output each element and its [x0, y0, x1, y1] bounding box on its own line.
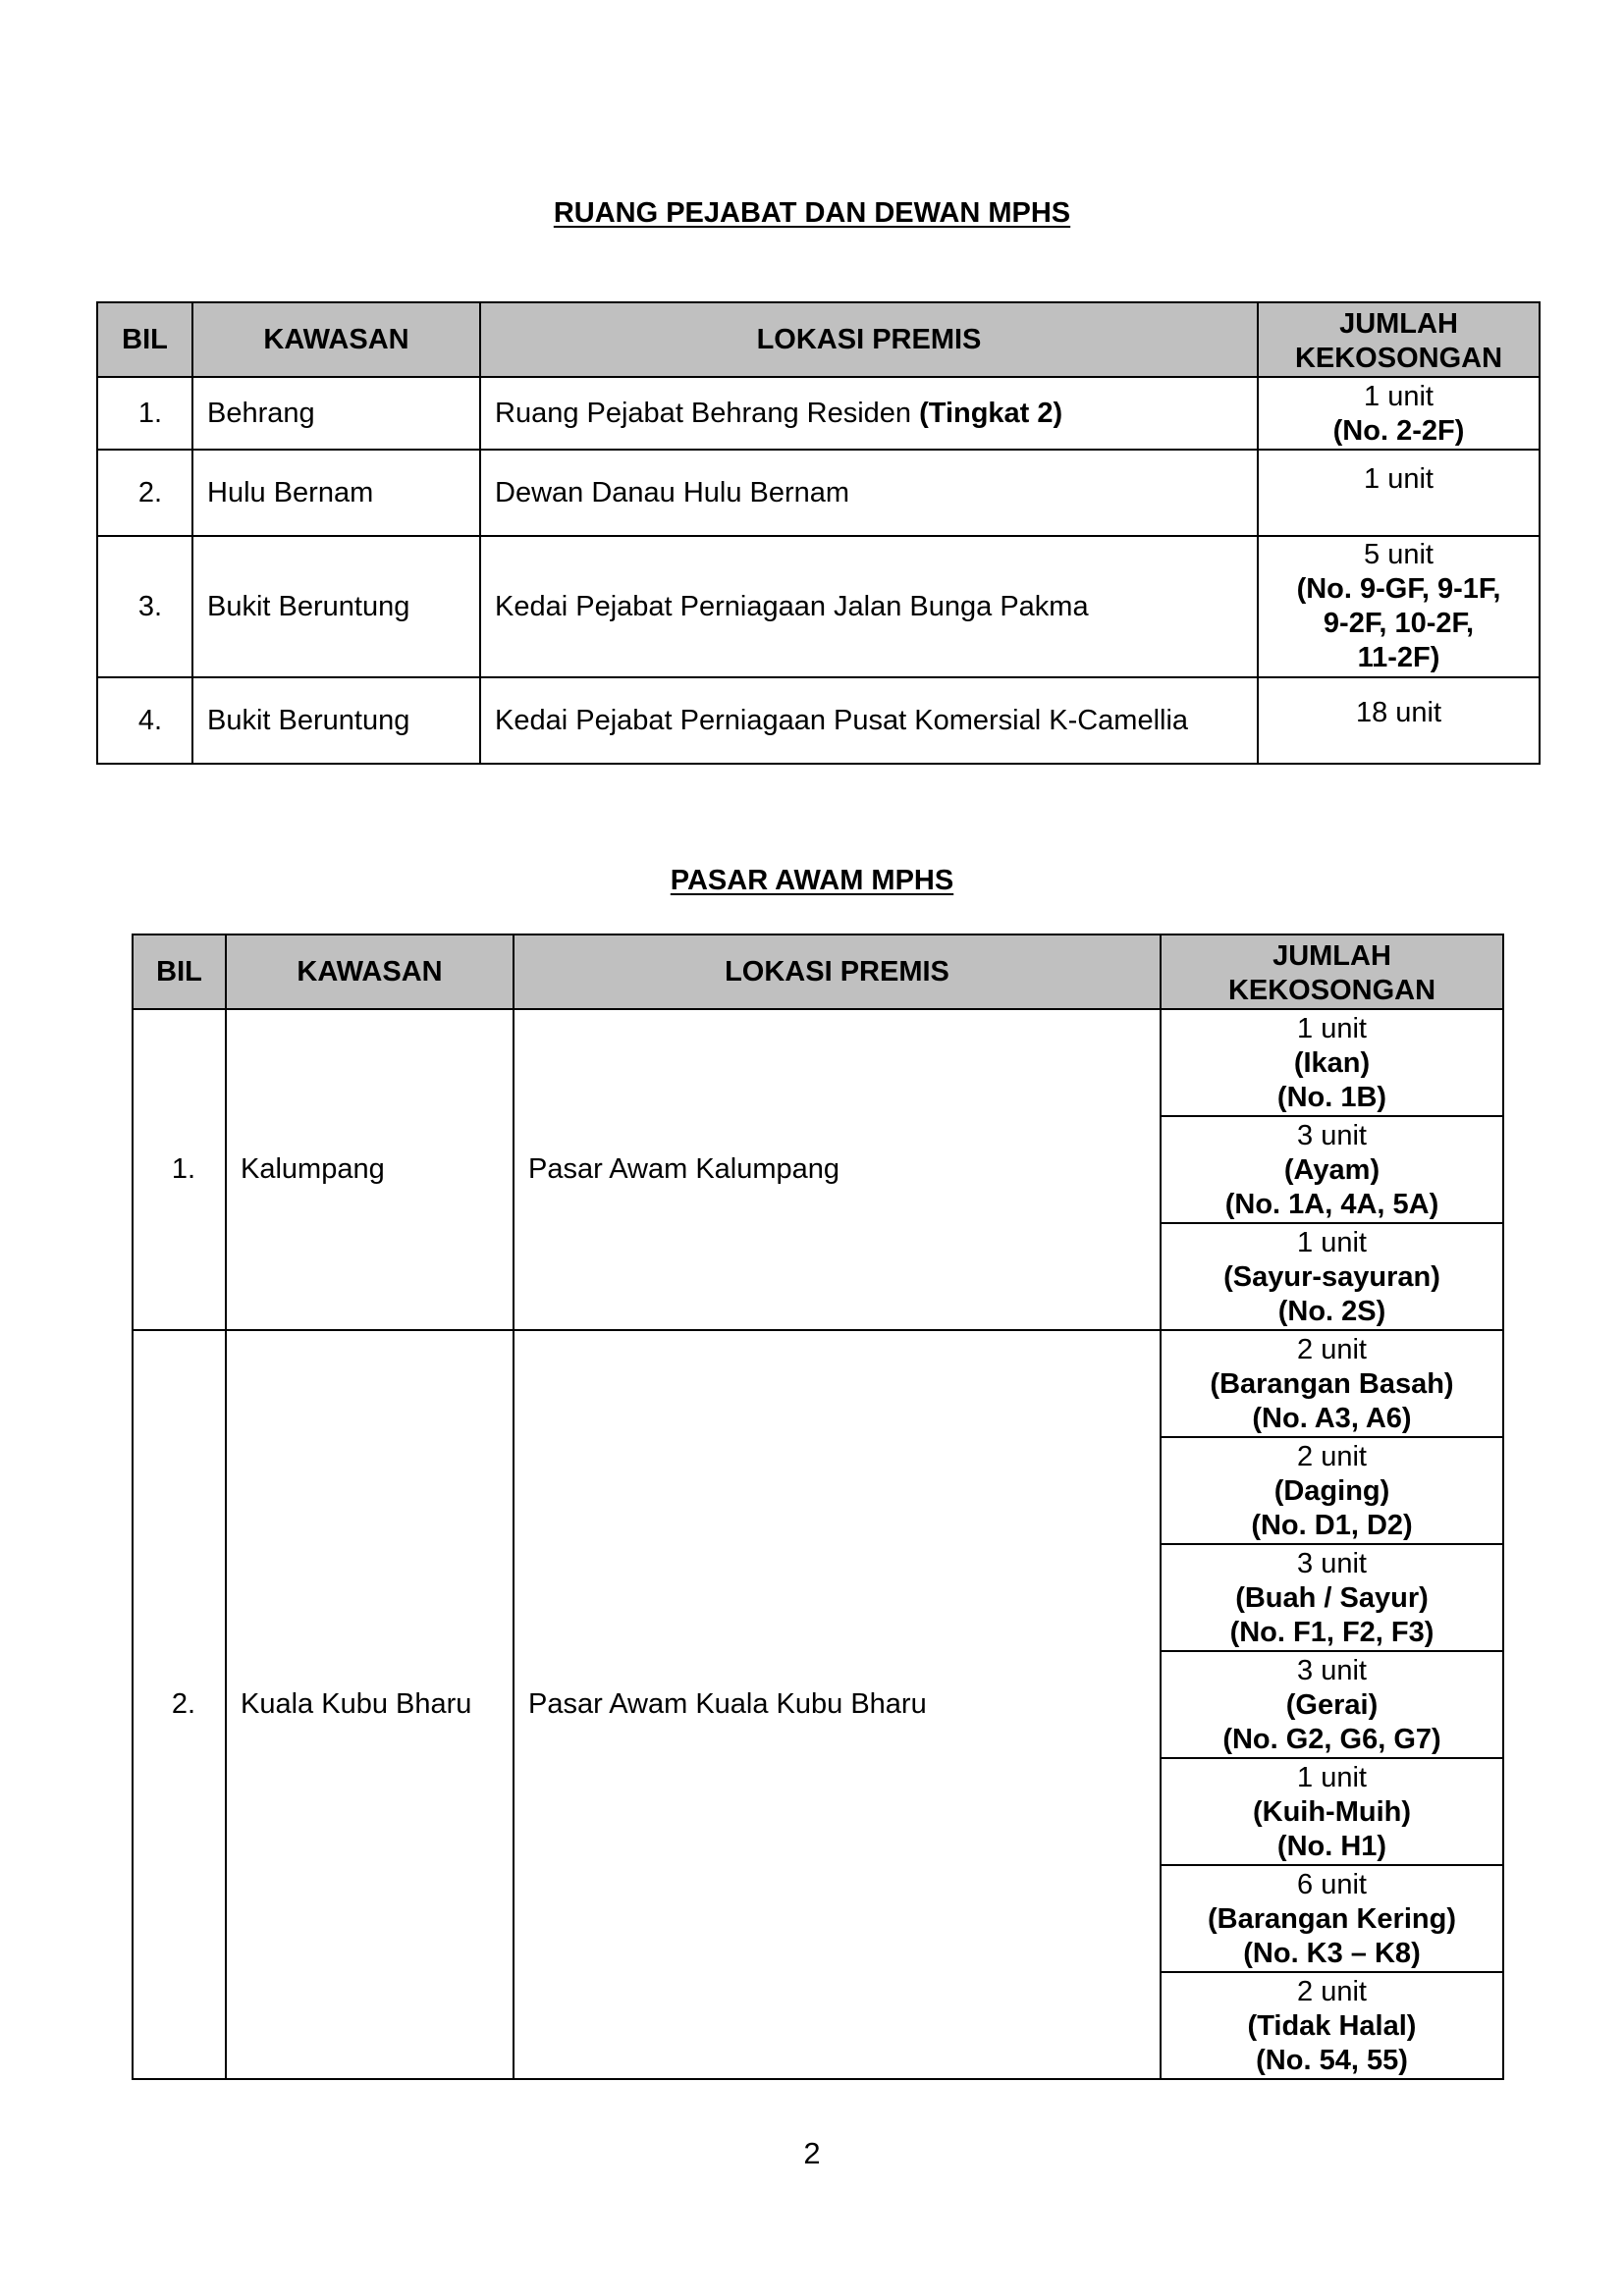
- stall-numbers: (No. 1B): [1276, 1082, 1387, 1113]
- row-jumlah: [1258, 377, 1540, 450]
- col-header-jumlah-line2: KEKOSONGAN: [1227, 975, 1436, 1006]
- row-kawasan: Kuala Kubu Bharu: [226, 1330, 514, 2079]
- stall-unit: 2 unit: [1297, 1976, 1367, 2007]
- stall-numbers: (No. A3, A6): [1252, 1403, 1412, 1434]
- row-unit-count: 18 unit: [1355, 697, 1442, 728]
- stall-cell: [1161, 1009, 1503, 1116]
- stall-type: (Ikan): [1293, 1047, 1371, 1079]
- row-lokasi: Kedai Pejabat Perniagaan Jalan Bunga Pakma: [480, 536, 1258, 677]
- row-bil: 3.: [97, 536, 192, 677]
- col-header-bil: BIL: [133, 934, 226, 1009]
- section2-title: PASAR AWAM MPHS: [670, 865, 954, 896]
- col-header-lokasi: LOKASI PREMIS: [514, 934, 1161, 1009]
- col-header-jumlah-line1: JUMLAH: [1272, 940, 1391, 972]
- col-header-jumlah: [1161, 934, 1503, 1009]
- row-lokasi: [480, 377, 1258, 450]
- col-header-lokasi: LOKASI PREMIS: [480, 302, 1258, 377]
- row-unit-count: 1 unit: [1364, 463, 1434, 495]
- stall-type: (Ayam): [1283, 1154, 1380, 1186]
- col-header-jumlah: [1258, 302, 1540, 377]
- stall-cell: [1161, 1223, 1503, 1330]
- section1-title: RUANG PEJABAT DAN DEWAN MPHS: [553, 197, 1071, 229]
- stall-cell: [1161, 1437, 1503, 1544]
- col-header-jumlah-line1: JUMLAH: [1339, 308, 1458, 340]
- stall-numbers: (No. G2, G6, G7): [1222, 1724, 1441, 1755]
- row-jumlah: [1258, 677, 1540, 764]
- row-kawasan: Behrang: [192, 377, 480, 450]
- stall-cell: [1161, 1865, 1503, 1972]
- stall-cell: [1161, 1330, 1503, 1437]
- row-unit-count: 5 unit: [1364, 539, 1434, 570]
- stall-type: (Kuih-Muih): [1252, 1796, 1412, 1828]
- stall-numbers: (No. K3 – K8): [1243, 1938, 1421, 1969]
- table-row: [133, 1330, 1503, 1437]
- stall-unit: 3 unit: [1297, 1548, 1367, 1579]
- stall-type: (Barangan Basah): [1210, 1368, 1454, 1400]
- table-row: [97, 536, 1540, 677]
- stall-cell: [1161, 1651, 1503, 1758]
- col-header-jumlah-line2: KEKOSONGAN: [1294, 343, 1503, 374]
- col-header-kawasan: KAWASAN: [192, 302, 480, 377]
- row-bil: 1.: [97, 377, 192, 450]
- stall-type: (Buah / Sayur): [1235, 1582, 1429, 1614]
- row-unit-detail: 9-2F, 10-2F,: [1323, 608, 1475, 639]
- stall-cell: [1161, 1972, 1503, 2079]
- row-unit-detail: (No. 2-2F): [1332, 415, 1465, 447]
- stall-unit: 1 unit: [1297, 1013, 1367, 1044]
- public-market-table: [132, 934, 1504, 2080]
- stall-unit: 6 unit: [1297, 1869, 1367, 1900]
- col-header-kawasan: KAWASAN: [226, 934, 514, 1009]
- office-hall-table: [96, 301, 1541, 765]
- stall-type: (Daging): [1273, 1475, 1390, 1507]
- table-header-row: [97, 302, 1540, 377]
- stall-numbers: (No. H1): [1276, 1831, 1387, 1862]
- stall-type: (Sayur-sayuran): [1223, 1261, 1440, 1293]
- table-row: [97, 677, 1540, 764]
- row-bil: 2.: [97, 450, 192, 536]
- stall-cell: [1161, 1544, 1503, 1651]
- row-unit-detail: 11-2F): [1357, 642, 1440, 673]
- row-lokasi: Pasar Awam Kalumpang: [514, 1009, 1161, 1330]
- table-row: [97, 377, 1540, 450]
- table-header-row: [133, 934, 1503, 1009]
- stall-type: (Barangan Kering): [1208, 1903, 1456, 1935]
- row-lokasi: Pasar Awam Kuala Kubu Bharu: [514, 1330, 1161, 2079]
- row-jumlah: [1258, 536, 1540, 677]
- row-bil: 1.: [133, 1009, 226, 1330]
- row-unit-detail: (No. 9-GF, 9-1F,: [1296, 573, 1501, 605]
- stall-unit: 3 unit: [1297, 1120, 1367, 1151]
- stall-cell: [1161, 1116, 1503, 1223]
- table-row: [133, 1009, 1503, 1116]
- row-bil: 2.: [133, 1330, 226, 2079]
- row-kawasan: Bukit Beruntung: [192, 677, 480, 764]
- row-lokasi-floor: (Tingkat 2): [919, 397, 1063, 429]
- row-lokasi: Dewan Danau Hulu Bernam: [480, 450, 1258, 536]
- row-lokasi: Kedai Pejabat Perniagaan Pusat Komersial K-Camellia: [480, 677, 1258, 764]
- stall-numbers: (No. 2S): [1277, 1296, 1386, 1327]
- stall-numbers: (No. 1A, 4A, 5A): [1224, 1189, 1439, 1220]
- row-lokasi-text: Ruang Pejabat Behrang Residen: [495, 397, 912, 429]
- stall-numbers: (No. 54, 55): [1256, 2045, 1408, 2076]
- row-unit-count: 1 unit: [1364, 381, 1434, 412]
- row-jumlah: [1258, 450, 1540, 536]
- page-number: 2: [803, 2136, 821, 2170]
- stall-unit: 2 unit: [1297, 1441, 1367, 1472]
- table-row: [97, 450, 1540, 536]
- row-bil: 4.: [97, 677, 192, 764]
- stall-unit: 1 unit: [1297, 1227, 1367, 1258]
- row-kawasan: Bukit Beruntung: [192, 536, 480, 677]
- stall-type: (Tidak Halal): [1247, 2010, 1417, 2042]
- col-header-bil: BIL: [97, 302, 192, 377]
- row-kawasan: Kalumpang: [226, 1009, 514, 1330]
- stall-unit: 2 unit: [1297, 1334, 1367, 1365]
- stall-unit: 3 unit: [1297, 1655, 1367, 1686]
- row-kawasan: Hulu Bernam: [192, 450, 480, 536]
- stall-numbers: (No. D1, D2): [1251, 1510, 1413, 1541]
- stall-type: (Gerai): [1285, 1689, 1379, 1721]
- stall-unit: 1 unit: [1297, 1762, 1367, 1793]
- stall-cell: [1161, 1758, 1503, 1865]
- stall-numbers: (No. F1, F2, F3): [1229, 1617, 1435, 1648]
